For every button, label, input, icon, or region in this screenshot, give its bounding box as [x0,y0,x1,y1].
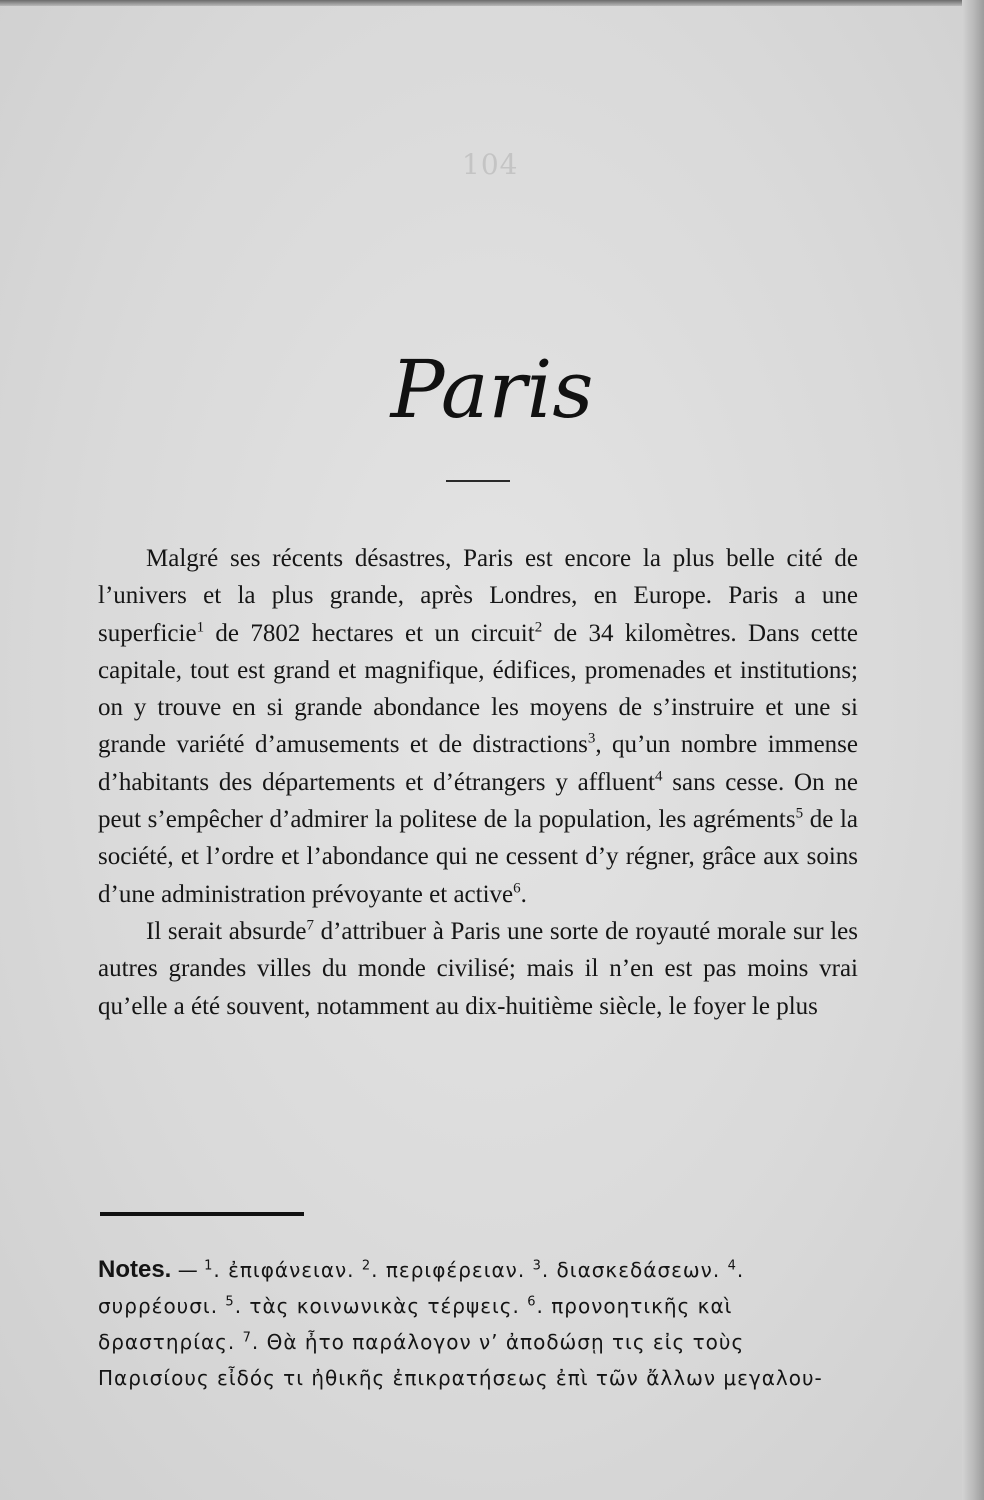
paragraph-text: de 7802 hectares et un circuit [204,619,535,647]
footnote-number: 3 [532,1258,542,1274]
page-top-edge [0,0,984,6]
footnote-marker: 5 [795,805,804,822]
footnote-text: . διασκεδάσεων. [541,1258,728,1282]
paragraph [98,913,858,1025]
title-divider [446,480,510,482]
footnote-text: . ἐπιφάνειαν. [213,1258,362,1282]
paragraph-text: de 34 kilomètres. Dans cette capitale, tout est grand et magnifique, édifices, promenades et institutions; on y trouve en si grande abondance les moyens de s’instruire et une si grande variété d’amusements et de distractions [98,619,858,759]
paragraph [98,540,858,913]
page-title: Paris [390,343,594,436]
notes-label: Notes. [98,1256,172,1283]
footnote-marker: 4 [654,768,663,785]
paragraph-text: , qu’un nombre immense d’habitants des départements et d’étrangers y affluent [98,731,858,796]
paragraph-text: sans cesse. On ne peut s’empêcher d’admirer la politese de la population, les agréments [98,768,859,834]
notes-divider [100,1212,304,1216]
footnotes [98,1252,858,1396]
footnote-text: . τὰς κοινωνικὰς τέρψεις. [234,1294,528,1318]
bleed-through-page-number: 104 [462,148,519,181]
footnote-marker: 2 [534,619,543,636]
footnote-marker: 3 [587,731,596,748]
footnote-marker: 6 [513,880,521,897]
footnote-number: 1 [204,1258,214,1274]
body-text [98,540,858,1025]
paragraph-text: d’attribuer à Paris une sorte de royauté morale sur les autres grandes villes du monde civilisé; mais il n’en est pas moins vrai qu’elle a été souvent, notamment au dix-huitième siècle, le foyer le plus [98,917,858,1020]
page-right-edge [962,0,984,1500]
footnote-marker: 1 [196,619,205,636]
footnote-text: . Θὰ ἦτο παράλογον ν’ ἀποδώσῃ τις εἰς τοὺς Παρισίους εἶδός τι ἠθικῆς ἐπικρατήσεως ἐπὶ τῶν ἄλλων μεγαλου- [98,1330,823,1390]
footnote-list [98,1258,823,1390]
footnote-marker: 7 [306,917,314,934]
paragraph-text: de la société, et l’ordre et l’abondance qui ne cessent d’y régner, grâce aux soins d’une administration prévoyante et active [98,806,858,908]
paragraph-text: . [520,880,527,908]
paragraph-text: Malgré ses récents désastres, Paris est encore la plus belle cité de l’univers et la plus grande, après Londres, en Europe. Paris a une superficie [98,545,858,647]
footnote-number: 7 [242,1330,252,1346]
notes-dash: — [171,1258,205,1282]
paragraph-text: Il serait absurde [146,917,307,945]
footnote-number: 5 [225,1294,235,1310]
footnote-number: 2 [361,1258,372,1274]
footnote-text: . περιφέρειαν. [371,1258,533,1282]
footnote-number: 4 [727,1258,737,1274]
footnote-number: 6 [527,1294,537,1310]
footnote-text: . προνοητικῆς καὶ δραστηρίας. [98,1294,733,1354]
footnote-text: . συρρέουσι. [98,1258,745,1318]
